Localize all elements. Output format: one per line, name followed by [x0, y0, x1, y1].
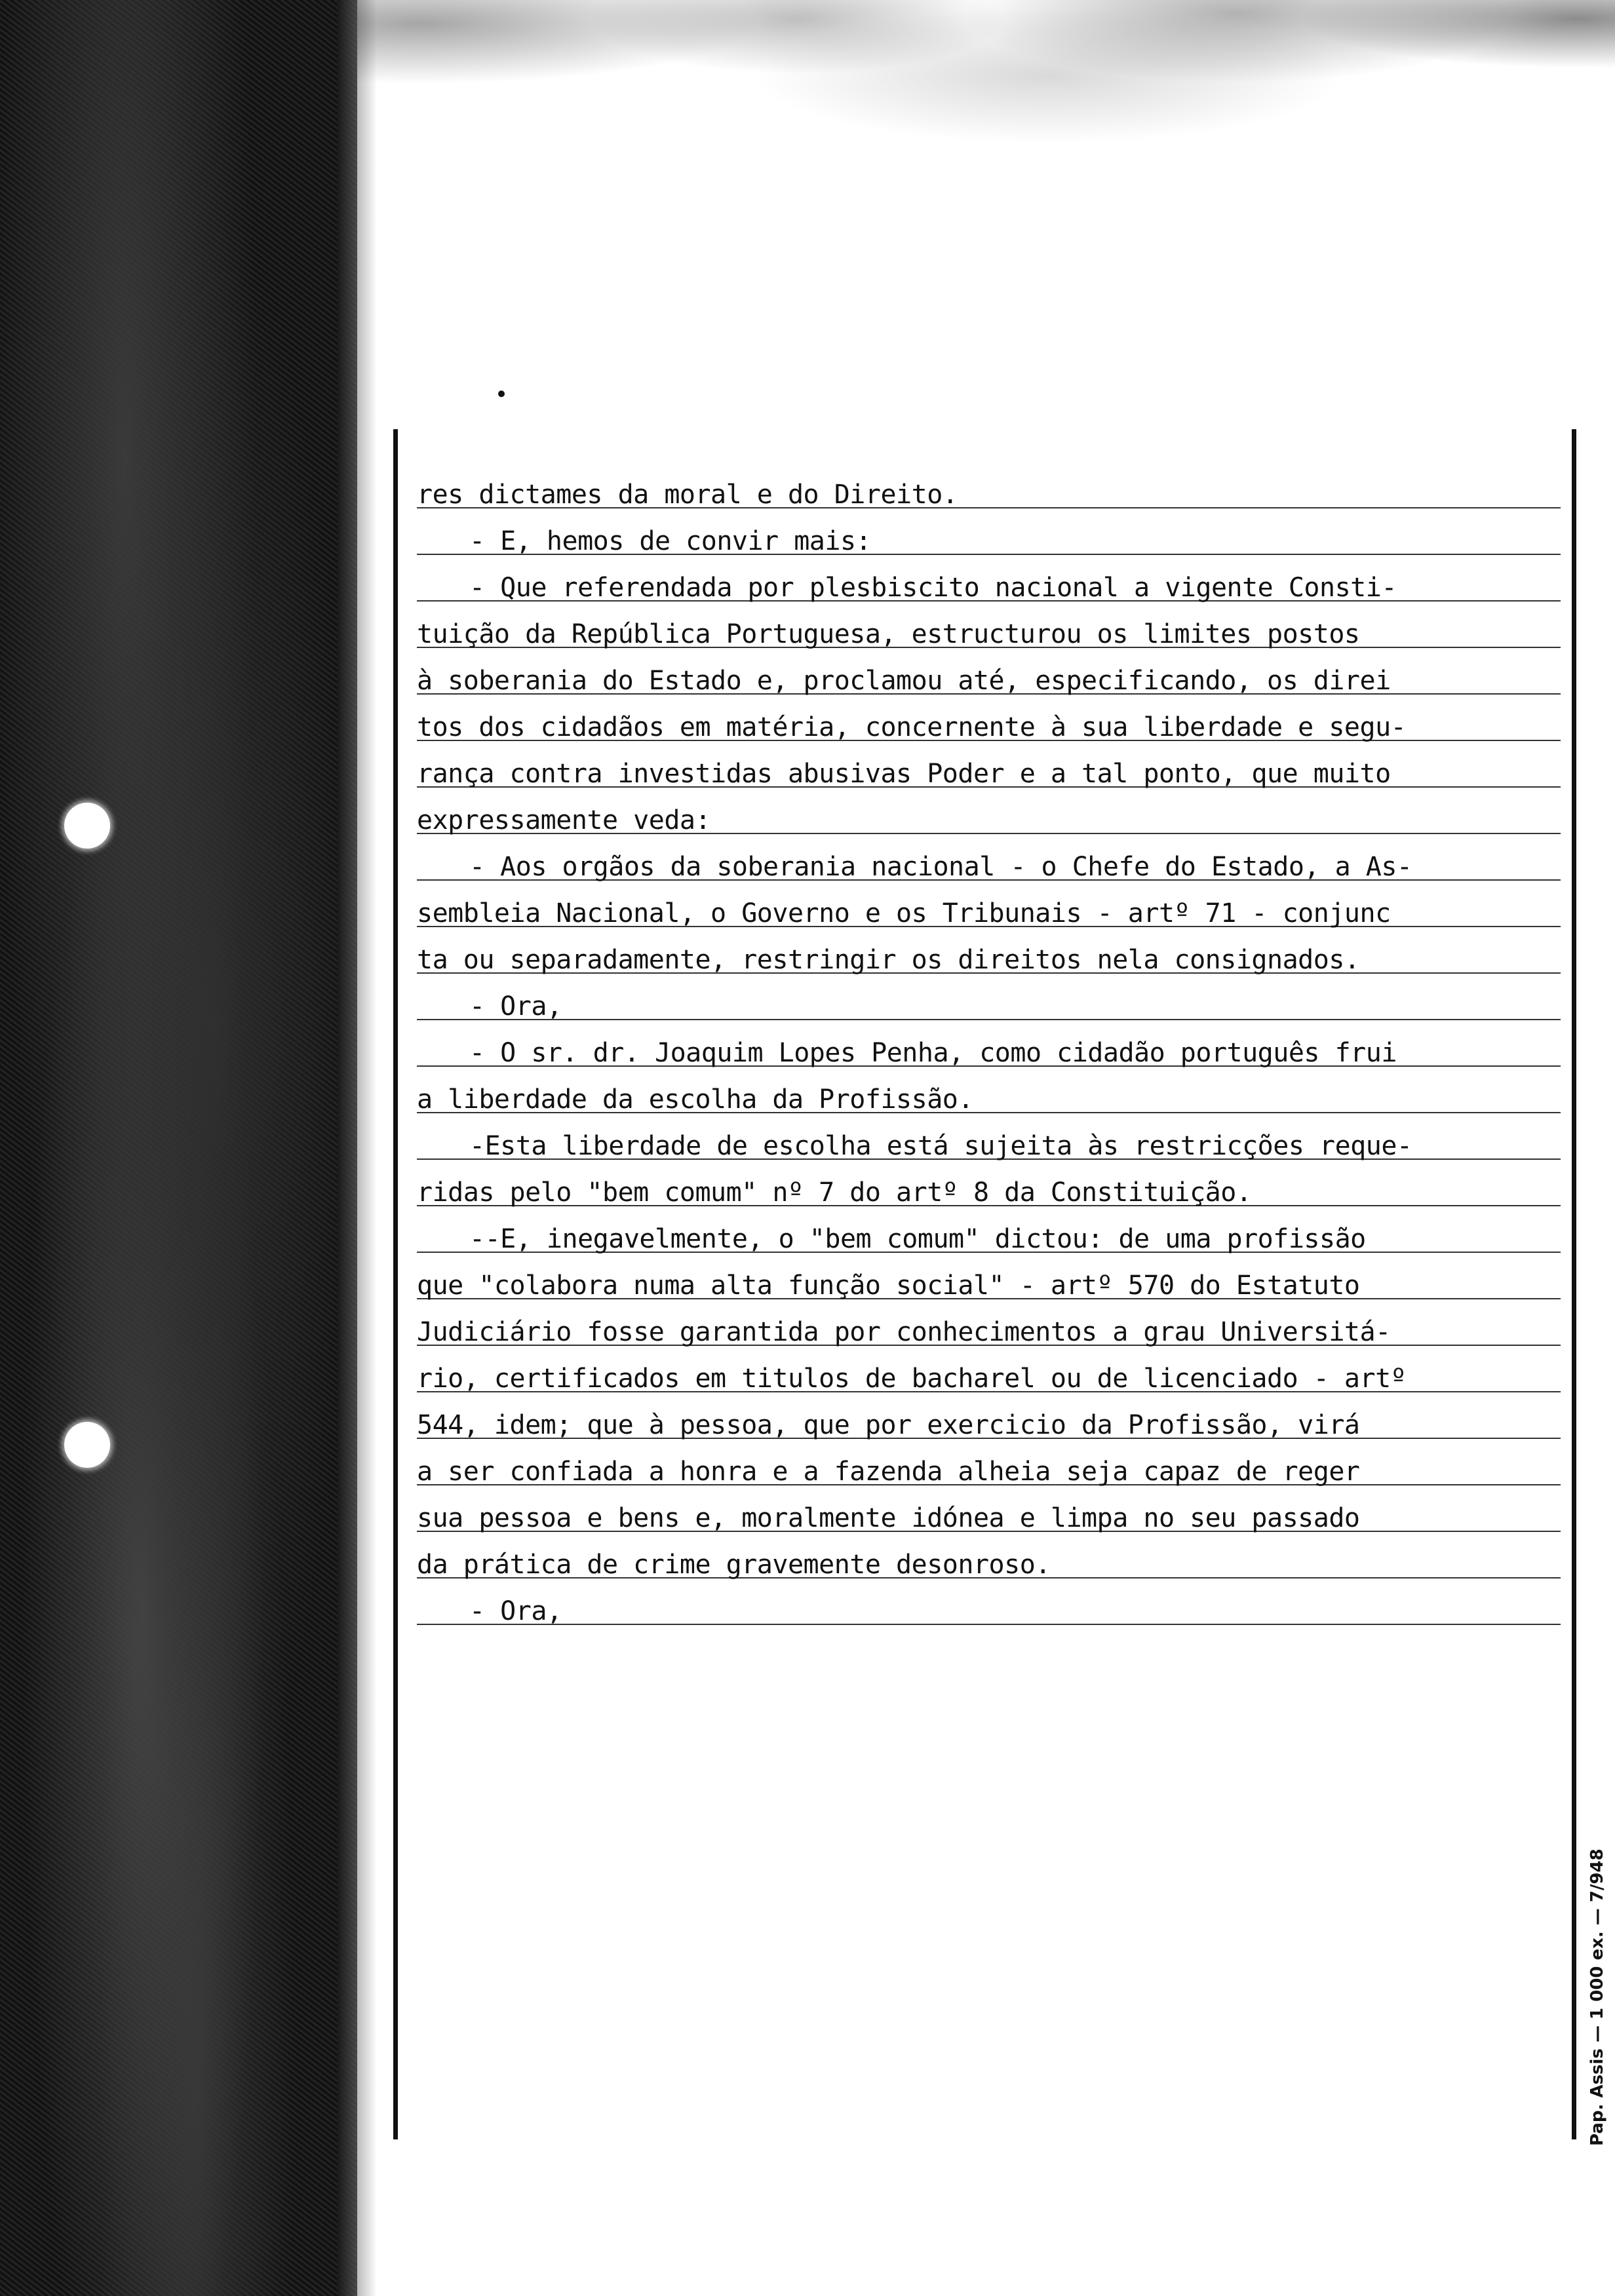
- text-line: Judiciário fosse garantida por conhecimentos a grau Universitá-: [417, 1316, 1561, 1362]
- text-line: ridas pelo "bem comum" nº 7 do artº 8 da Constituição.: [417, 1176, 1561, 1223]
- text-line: - Que referendada por plesbiscito nacional a vigente Consti-: [417, 571, 1561, 618]
- text-line: sua pessoa e bens e, moralmente idónea e limpa no seu passado: [417, 1502, 1561, 1548]
- typed-text-block: [417, 478, 1561, 1641]
- text-line: que "colabora numa alta função social" - artº 570 do Estatuto: [417, 1269, 1561, 1316]
- text-line: - Ora,: [417, 990, 1561, 1037]
- left-margin-rule: [393, 429, 398, 2139]
- text-line: - E, hemos de convir mais:: [417, 525, 1561, 571]
- scan-top-noise: [357, 0, 1615, 236]
- text-line: à soberania do Estado e, proclamou até, especificando, os direi: [417, 664, 1561, 711]
- text-line: - Ora,: [417, 1595, 1561, 1641]
- text-line: tuição da República Portuguesa, estructurou os limites postos: [417, 618, 1561, 664]
- text-line: 544, idem; que à pessoa, que por exercicio da Profissão, virá: [417, 1409, 1561, 1455]
- text-line: a liberdade da escolha da Profissão.: [417, 1083, 1561, 1130]
- scan-dark-margin: [0, 0, 357, 2296]
- text-line: ta ou separadamente, restringir os direitos nela consignados.: [417, 944, 1561, 990]
- text-line: a ser confiada a honra e a fazenda alheia seja capaz de reger: [417, 1455, 1561, 1502]
- text-line: rança contra investidas abusivas Poder e a tal ponto, que muito: [417, 757, 1561, 804]
- ink-speck: [498, 391, 505, 397]
- text-line: res dictames da moral e do Direito.: [417, 478, 1561, 525]
- printer-side-stamp: Pap. Assis — 1 000 ex. — 7/948: [1587, 1848, 1607, 2146]
- text-line: --E, inegavelmente, o "bem comum" dictou: de uma profissão: [417, 1223, 1561, 1269]
- punch-hole-upper: [64, 803, 110, 849]
- text-line: tos dos cidadãos em matéria, concernente à sua liberdade e segu-: [417, 711, 1561, 757]
- text-line: -Esta liberdade de escolha está sujeita às restricções reque-: [417, 1130, 1561, 1176]
- text-line: da prática de crime gravemente desonroso.: [417, 1548, 1561, 1595]
- text-line: sembleia Nacional, o Governo e os Tribunais - artº 71 - conjunc: [417, 897, 1561, 944]
- text-line: expressamente veda:: [417, 804, 1561, 851]
- punch-hole-lower: [64, 1422, 110, 1468]
- right-margin-rule: [1572, 429, 1576, 2139]
- text-line: rio, certificados em titulos de bacharel ou de licenciado - artº: [417, 1362, 1561, 1409]
- text-line: - O sr. dr. Joaquim Lopes Penha, como cidadão português frui: [417, 1037, 1561, 1083]
- text-line: - Aos orgãos da soberania nacional - o Chefe do Estado, a As-: [417, 851, 1561, 897]
